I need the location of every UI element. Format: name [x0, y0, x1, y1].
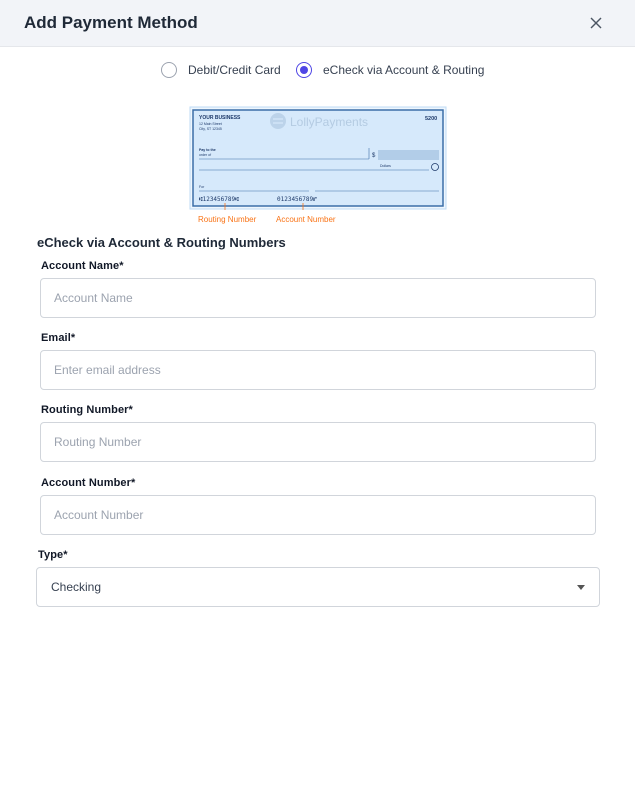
check-dollar-sign: $: [372, 153, 376, 159]
radio-echeck-label: eCheck via Account & Routing: [323, 63, 485, 77]
account-name-input[interactable]: [40, 278, 596, 318]
check-address-1: 12 Main Street: [199, 122, 222, 126]
close-icon: [590, 17, 602, 29]
check-business-name: YOUR BUSINESS: [199, 115, 241, 121]
radio-selected-dot: [300, 66, 308, 74]
email-input[interactable]: [40, 350, 596, 390]
section-title: eCheck via Account & Routing Numbers: [37, 235, 286, 250]
account-name-label: Account Name*: [41, 260, 124, 272]
type-select-value: Checking: [51, 580, 102, 594]
radio-card-label: Debit/Credit Card: [188, 63, 281, 77]
routing-number-label: Routing Number*: [41, 404, 133, 416]
radio-echeck[interactable]: [296, 62, 312, 78]
check-micr-routing: ⑆123456789⑆: [199, 196, 239, 203]
check-memo-label: For: [199, 185, 205, 189]
check-address-2: City, ST 12345: [199, 127, 222, 131]
payment-method-options: [0, 62, 635, 82]
close-button[interactable]: [585, 12, 607, 34]
dialog-title: Add Payment Method: [24, 13, 198, 32]
routing-number-caption: Routing Number: [198, 215, 257, 224]
type-select[interactable]: [36, 567, 600, 607]
brand-logo-icon: [270, 113, 286, 129]
chevron-down-icon: [577, 585, 585, 590]
email-label: Email*: [41, 332, 76, 344]
check-image: [189, 106, 447, 210]
account-number-label: Account Number*: [41, 477, 136, 489]
account-number-caption: Account Number: [276, 215, 336, 224]
radio-option-card[interactable]: [161, 62, 281, 78]
check-brand: LollyPayments: [290, 115, 369, 129]
check-illustration: [189, 106, 447, 210]
check-number: 5200: [425, 116, 438, 122]
radio-card[interactable]: [161, 62, 177, 78]
check-payto-1: Pay to the: [199, 148, 216, 152]
dialog-header: [0, 0, 635, 47]
check-dollars-label: Dollars: [380, 164, 391, 168]
type-label: Type*: [38, 549, 68, 561]
check-payto-2: order of: [199, 153, 212, 157]
radio-option-echeck[interactable]: [296, 62, 484, 78]
check-micr-account: 0123456789⑈: [277, 196, 317, 203]
account-number-input[interactable]: [40, 495, 596, 535]
routing-number-input[interactable]: [40, 422, 596, 462]
